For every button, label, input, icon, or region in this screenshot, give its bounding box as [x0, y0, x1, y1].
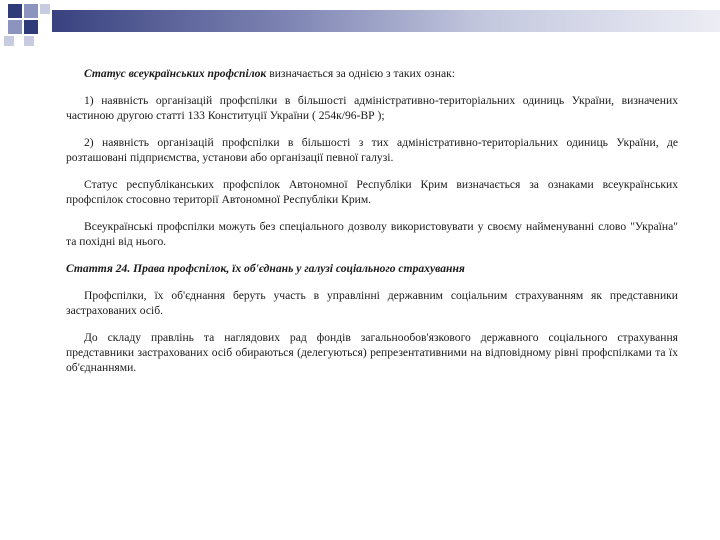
deco-square	[40, 4, 50, 14]
deco-square	[24, 20, 38, 34]
paragraph-participation: Профспілки, їх об'єднання беруть участь в управлінні державним соціальним страхуванням як представники застрахованих осіб.	[66, 289, 678, 317]
paragraph-text: визначається за однією з таких ознак:	[266, 67, 455, 80]
header-gradient-bar	[52, 10, 720, 32]
paragraph-status-intro	[66, 66, 678, 81]
deco-square	[24, 36, 34, 46]
deco-square	[4, 36, 14, 46]
deco-square	[8, 20, 22, 34]
paragraph-crimea-status: Статус республіканських профспілок Автономної Республіки Крим визначається за ознаками всеукраїнських профспілок стосовно території Автономної Республіки Крим.	[66, 178, 678, 206]
paragraph-criterion-2: 2) наявність організацій профспілки в більшості з тих адміністративно-територіальних одиниць України, де розташовані підприємства, установи або організації певної галузі.	[66, 136, 678, 164]
paragraph-name-usage: Всеукраїнські профспілки можуть без спеціального дозволу використовувати у своєму найменуванні слово "Україна" та похідні від нього.	[66, 220, 678, 248]
paragraph-criterion-1: 1) наявність організацій профспілки в більшості адміністративно-територіальних одиниць України, визначених частиною другою статті 133 Конституції України ( 254к/96-ВР );	[66, 94, 678, 122]
document-body	[66, 66, 678, 387]
paragraph-boards: До складу правлінь та наглядових рад фондів загальнообов'язкового державного соціального страхування представники застрахованих осіб обираються (делегуються) репрезентативними на відповідному рівні профспілками та їх об'єднаннями.	[66, 331, 678, 374]
emphasis-text: Статус всеукраїнських профспілок	[84, 67, 267, 80]
article-heading: Стаття 24. Права профспілок, їх об'єднань у галузі соціального страхування	[66, 262, 465, 275]
deco-square	[24, 4, 38, 18]
deco-square	[8, 4, 22, 18]
